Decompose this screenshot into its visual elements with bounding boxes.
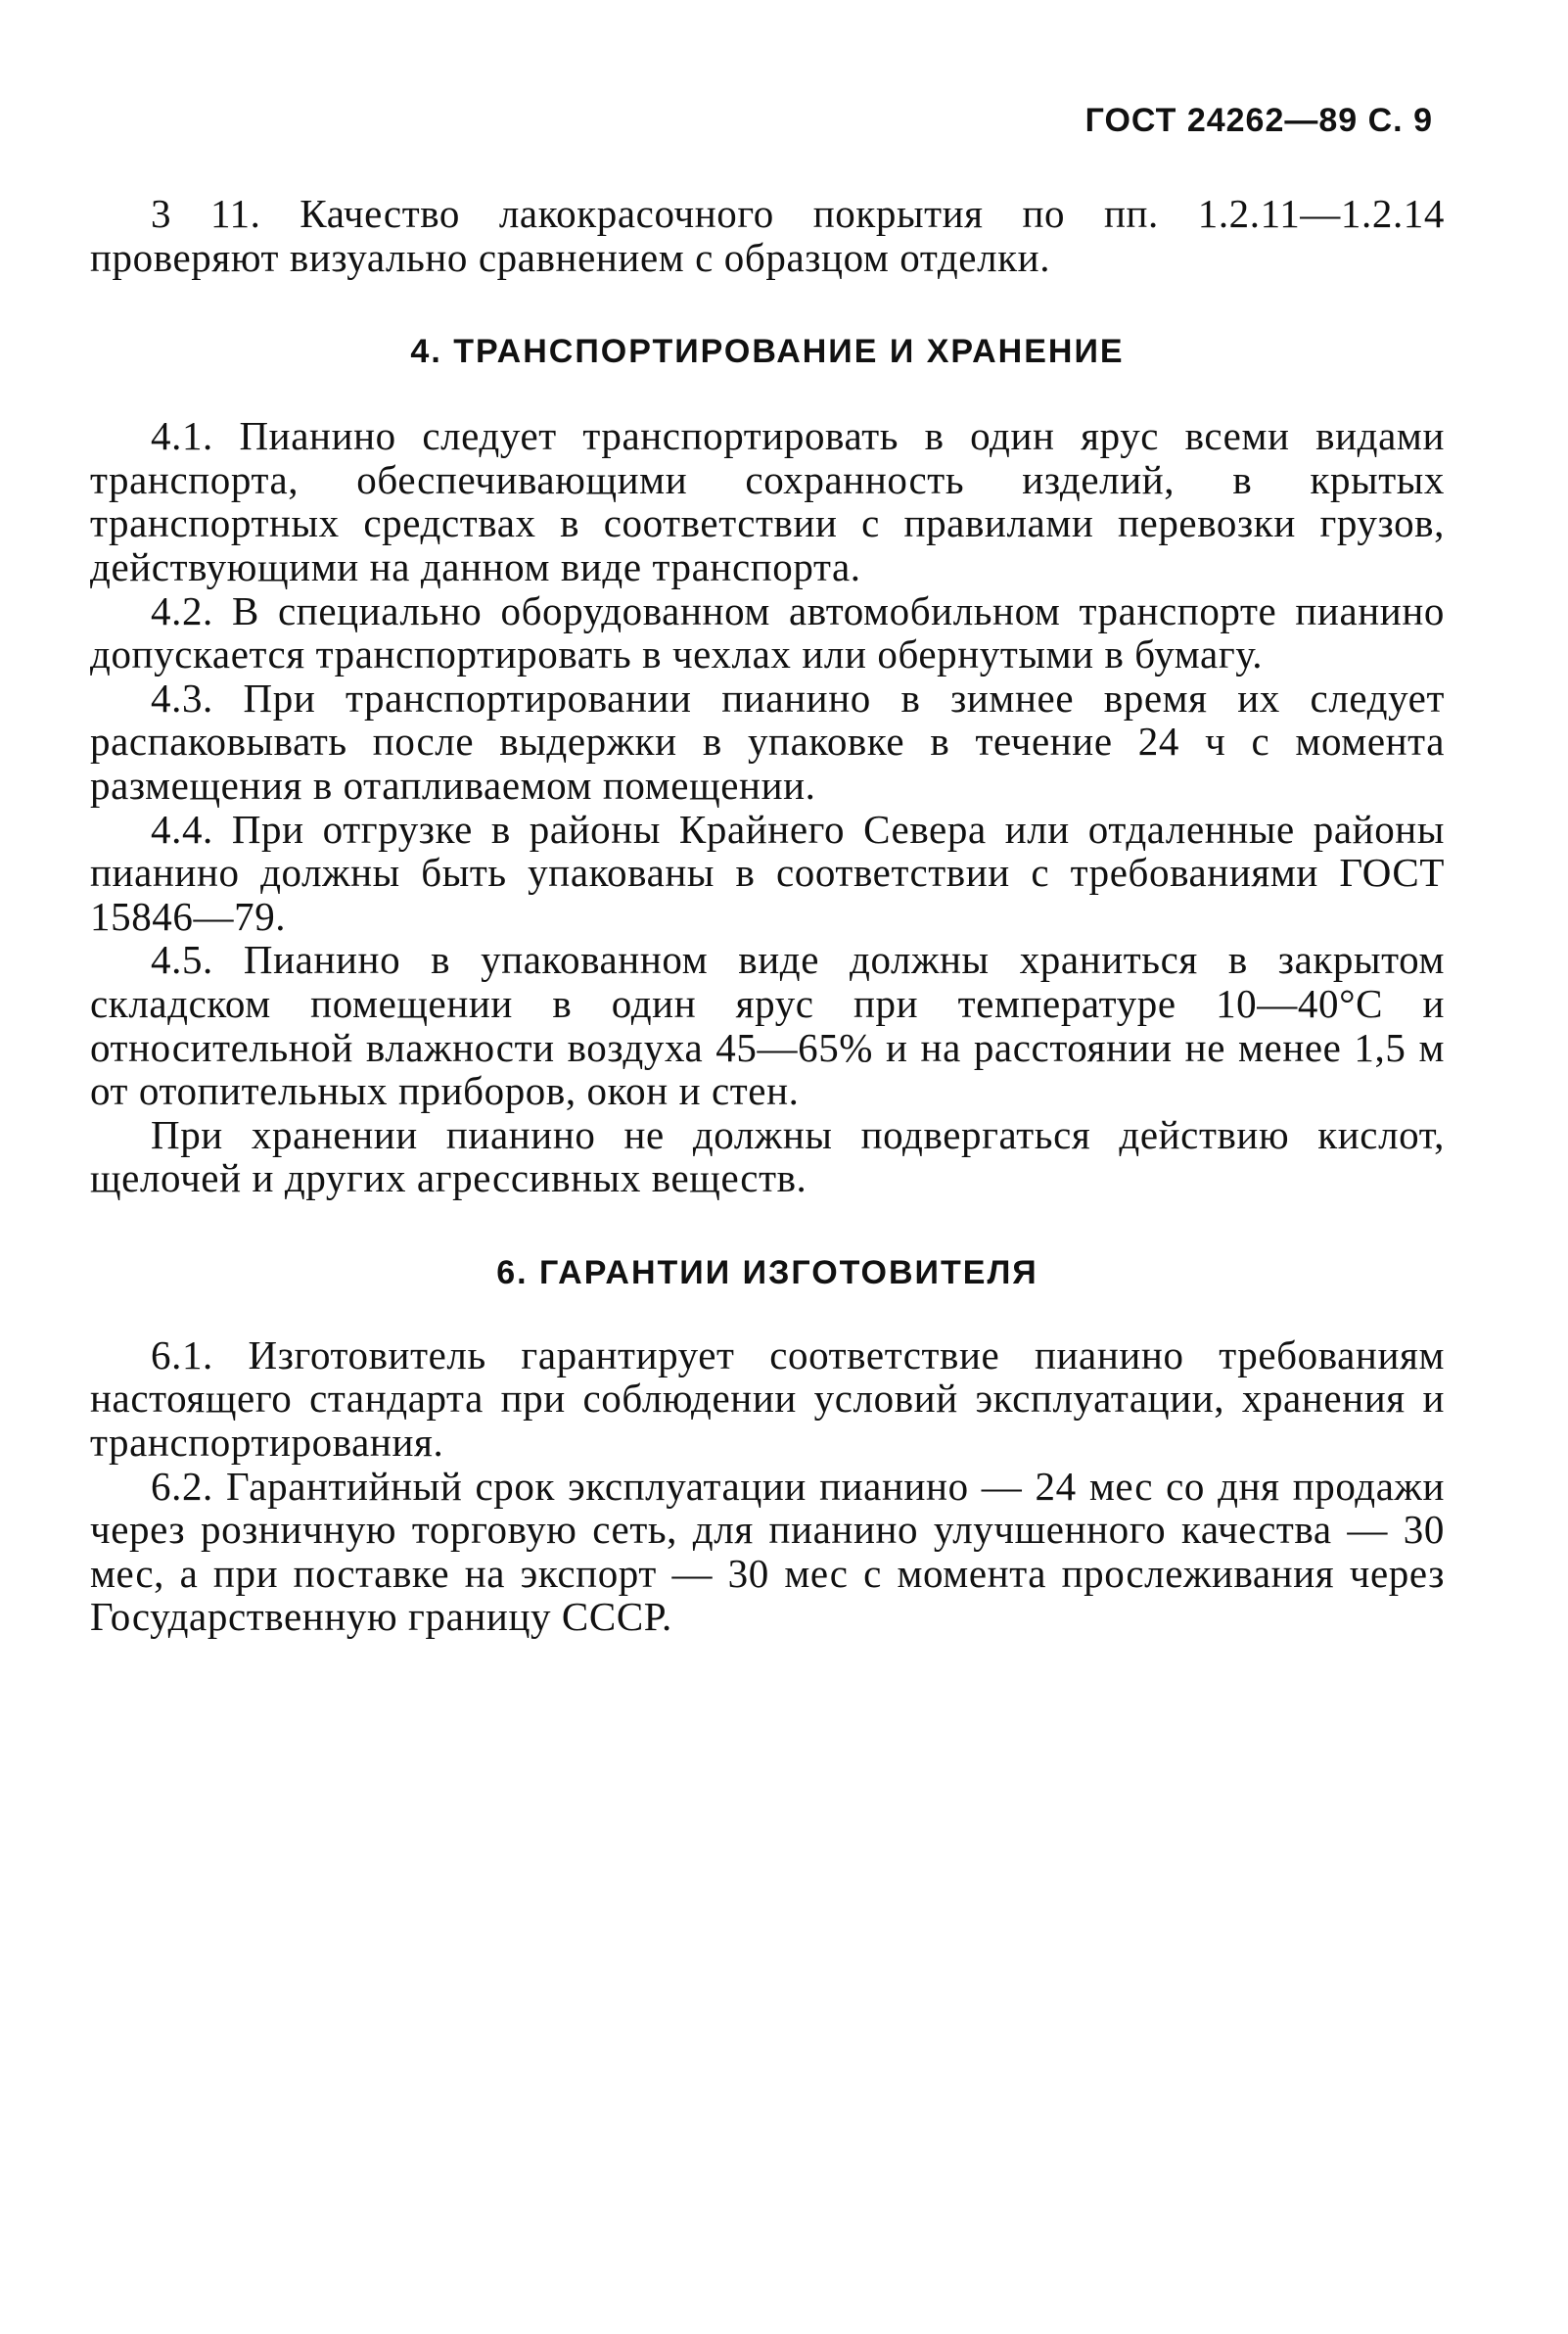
paragraph-4-4: 4.4. При отгрузке в районы Крайнего Севера или отдаленные районы пианино должны быть упакованы в соответствии с требованиями ГОСТ 15846—79. <box>90 806 1445 939</box>
section-heading-6: 6. ГАРАНТИИ ИЗГОТОВИТЕЛЯ <box>496 1253 1038 1291</box>
document-body <box>90 192 1445 1639</box>
paragraph-3-11: 3 11. Качество лакокрасочного покрытия по пп. 1.2.11—1.2.14 проверяют визуально сравнением с образцом отделки. <box>90 191 1445 280</box>
section-heading-4: 4. ТРАНСПОРТИРОВАНИЕ И ХРАНЕНИЕ <box>410 333 1125 371</box>
paragraph-4-5: 4.5. Пианино в упакованном виде должны храниться в закрытом складском помещении в один ярус при температуре 10—40°С и относительной влажности воздуха 45—65% и на расстоянии не менее 1,5 м от отопительных приборов, окон и стен. <box>90 937 1445 1114</box>
spacer <box>90 1200 1445 1251</box>
running-header: ГОСТ 24262—89 С. 9 <box>1084 102 1433 139</box>
paragraph-4-3: 4.3. При транспортировании пианино в зимнее время их следует распаковывать после выдержки в упаковке в течение 24 ч с момента размещения в отапливаемом помещении. <box>90 675 1445 808</box>
spacer <box>90 1294 1445 1333</box>
spacer <box>90 279 1445 330</box>
spacer <box>90 373 1445 414</box>
paragraph-6-2: 6.2. Гарантийный срок эксплуатации пианино — 24 мес со дня продажи через розничную торговую сеть, для пианино улучшенного качества — 30 мес, а при поставке на экспорт — 30 мес с момента прослеживания через Государственную границу СССР. <box>90 1463 1445 1640</box>
paragraph-6-1: 6.1. Изготовитель гарантирует соответствие пианино требованиям настоящего стандарта при соблюдении условий эксплуатации, хранения и транспортирования. <box>90 1331 1445 1466</box>
paragraph-4-1: 4.1. Пианино следует транспортировать в один ярус всеми видами транспорта, обеспечивающими сохранность изделий, в крытых транспортных средствах в соответствии с правилами перевозки грузов, действующими на данном виде транспорта. <box>90 413 1445 589</box>
paragraph-4-2: 4.2. В специально оборудованном автомобильном транспорте пианино допускается транспортировать в чехлах или обернутыми в бумагу. <box>90 587 1445 677</box>
paragraph-4-5-continuation: При хранении пианино не должны подвергаться действию кислот, щелочей и других агрессивных веществ. <box>90 1111 1445 1201</box>
